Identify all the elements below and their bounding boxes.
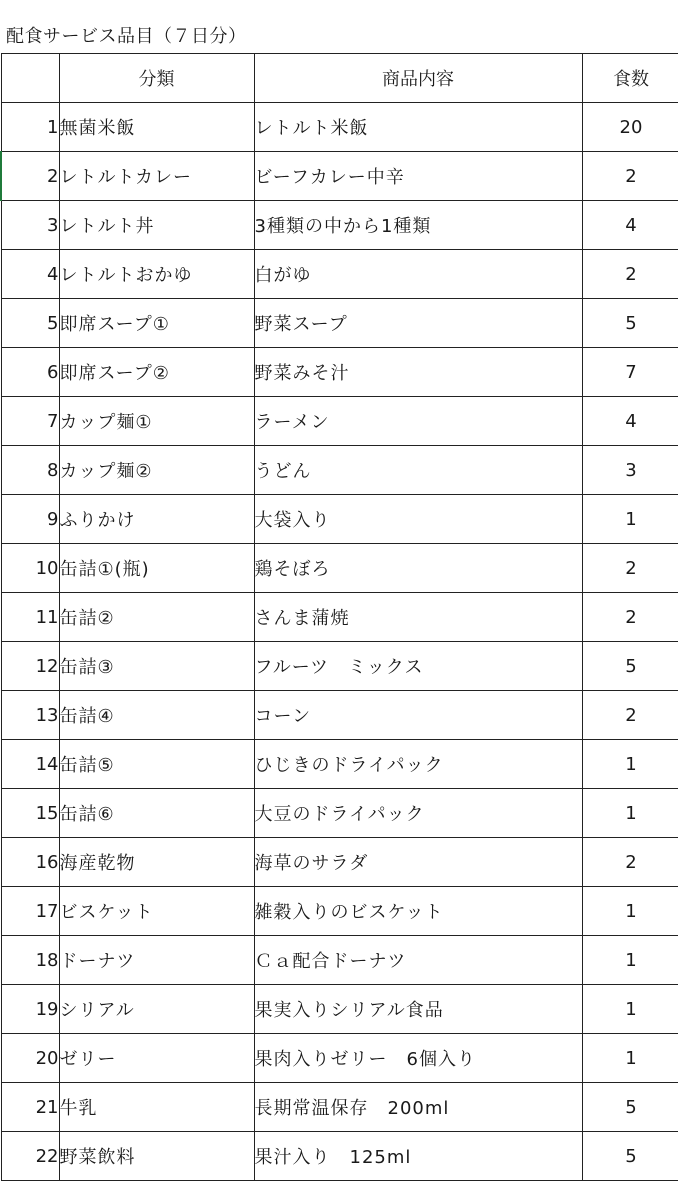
row-number-cell[interactable]: 22 bbox=[1, 1132, 59, 1181]
table-row bbox=[1, 152, 678, 201]
table-row bbox=[1, 936, 678, 985]
row-number-cell[interactable]: 7 bbox=[1, 397, 59, 446]
table-row bbox=[1, 789, 678, 838]
item-cell[interactable]: ラーメン bbox=[254, 397, 582, 446]
category-cell[interactable]: カップ麺② bbox=[59, 446, 254, 495]
header-category-cell[interactable]: 分類 bbox=[59, 54, 254, 103]
table-row bbox=[1, 985, 678, 1034]
row-number-cell[interactable]: 4 bbox=[1, 250, 59, 299]
table-row bbox=[1, 397, 678, 446]
quantity-cell[interactable]: 2 bbox=[582, 250, 678, 299]
quantity-cell[interactable]: 5 bbox=[582, 1083, 678, 1132]
quantity-cell[interactable]: 1 bbox=[582, 985, 678, 1034]
row-number-cell[interactable]: 14 bbox=[1, 740, 59, 789]
item-cell[interactable]: コーン bbox=[254, 691, 582, 740]
item-cell[interactable]: 果汁入り 125ml bbox=[254, 1132, 582, 1181]
quantity-cell[interactable]: 1 bbox=[582, 887, 678, 936]
item-cell[interactable]: 野菜スープ bbox=[254, 299, 582, 348]
category-cell[interactable]: 無菌米飯 bbox=[59, 103, 254, 152]
item-cell[interactable]: 白がゆ bbox=[254, 250, 582, 299]
table-body bbox=[1, 103, 678, 1181]
category-cell[interactable]: 缶詰② bbox=[59, 593, 254, 642]
menu-table bbox=[0, 53, 678, 1181]
category-cell[interactable]: レトルトカレー bbox=[59, 152, 254, 201]
item-cell[interactable]: 果実入りシリアル食品 bbox=[254, 985, 582, 1034]
row-number-cell[interactable]: 2 bbox=[1, 152, 59, 201]
quantity-cell[interactable]: 20 bbox=[582, 103, 678, 152]
table-row bbox=[1, 1083, 678, 1132]
quantity-cell[interactable]: 2 bbox=[582, 152, 678, 201]
header-row bbox=[1, 54, 678, 103]
category-cell[interactable]: 海産乾物 bbox=[59, 838, 254, 887]
table-row bbox=[1, 495, 678, 544]
category-cell[interactable]: カップ麺① bbox=[59, 397, 254, 446]
row-number-cell[interactable]: 12 bbox=[1, 642, 59, 691]
category-cell[interactable]: 牛乳 bbox=[59, 1083, 254, 1132]
quantity-cell[interactable]: 1 bbox=[582, 1034, 678, 1083]
quantity-cell[interactable]: 1 bbox=[582, 740, 678, 789]
category-cell[interactable]: レトルト丼 bbox=[59, 201, 254, 250]
item-cell[interactable]: うどん bbox=[254, 446, 582, 495]
item-cell[interactable]: 大袋入り bbox=[254, 495, 582, 544]
table-row bbox=[1, 838, 678, 887]
table-row bbox=[1, 446, 678, 495]
row-number-cell[interactable]: 16 bbox=[1, 838, 59, 887]
item-cell[interactable]: レトルト米飯 bbox=[254, 103, 582, 152]
table-row bbox=[1, 103, 678, 152]
quantity-cell[interactable]: 5 bbox=[582, 1132, 678, 1181]
table-row bbox=[1, 740, 678, 789]
quantity-cell[interactable]: 2 bbox=[582, 544, 678, 593]
row-number-cell[interactable]: 13 bbox=[1, 691, 59, 740]
item-cell[interactable]: 3種類の中から1種類 bbox=[254, 201, 582, 250]
row-number-cell[interactable]: 9 bbox=[1, 495, 59, 544]
row-number-cell[interactable]: 11 bbox=[1, 593, 59, 642]
category-cell[interactable]: ふりかけ bbox=[59, 495, 254, 544]
row-number-cell[interactable]: 8 bbox=[1, 446, 59, 495]
category-cell[interactable]: ゼリー bbox=[59, 1034, 254, 1083]
sheet-title: 配食サービス品目（７日分） bbox=[6, 26, 247, 47]
item-cell[interactable]: ビーフカレー中辛 bbox=[254, 152, 582, 201]
category-cell[interactable]: 缶詰①(瓶) bbox=[59, 544, 254, 593]
quantity-cell[interactable]: 7 bbox=[582, 348, 678, 397]
category-cell[interactable]: 缶詰④ bbox=[59, 691, 254, 740]
table-row bbox=[1, 691, 678, 740]
category-cell[interactable]: 即席スープ② bbox=[59, 348, 254, 397]
category-cell[interactable]: 缶詰⑤ bbox=[59, 740, 254, 789]
table-row bbox=[1, 593, 678, 642]
category-cell[interactable]: 缶詰⑥ bbox=[59, 789, 254, 838]
quantity-cell[interactable]: 2 bbox=[582, 593, 678, 642]
table-row bbox=[1, 201, 678, 250]
table-row bbox=[1, 1132, 678, 1181]
table-row bbox=[1, 348, 678, 397]
item-cell[interactable]: 野菜みそ汁 bbox=[254, 348, 582, 397]
category-cell[interactable]: 即席スープ① bbox=[59, 299, 254, 348]
item-cell[interactable]: ひじきのドライパック bbox=[254, 740, 582, 789]
item-cell[interactable]: 果肉入りゼリー 6個入り bbox=[254, 1034, 582, 1083]
item-cell[interactable]: 鶏そぼろ bbox=[254, 544, 582, 593]
row-number-cell[interactable]: 20 bbox=[1, 1034, 59, 1083]
header-qty-cell[interactable]: 食数 bbox=[582, 54, 678, 103]
header-item-cell[interactable]: 商品内容 bbox=[254, 54, 582, 103]
row-number-cell[interactable]: 3 bbox=[1, 201, 59, 250]
quantity-cell[interactable]: 5 bbox=[582, 299, 678, 348]
item-cell[interactable]: 雑穀入りのビスケット bbox=[254, 887, 582, 936]
quantity-cell[interactable]: 4 bbox=[582, 201, 678, 250]
row-number-cell[interactable]: 18 bbox=[1, 936, 59, 985]
item-cell[interactable]: 長期常温保存 200ml bbox=[254, 1083, 582, 1132]
table-row bbox=[1, 1034, 678, 1083]
row-number-cell[interactable]: 19 bbox=[1, 985, 59, 1034]
row-number-cell[interactable]: 15 bbox=[1, 789, 59, 838]
item-cell[interactable]: フルーツ ミックス bbox=[254, 642, 582, 691]
item-cell[interactable]: 海草のサラダ bbox=[254, 838, 582, 887]
category-cell[interactable]: レトルトおかゆ bbox=[59, 250, 254, 299]
category-cell[interactable]: 野菜飲料 bbox=[59, 1132, 254, 1181]
quantity-cell[interactable]: 1 bbox=[582, 936, 678, 985]
row-number-cell[interactable]: 6 bbox=[1, 348, 59, 397]
item-cell[interactable]: 大豆のドライパック bbox=[254, 789, 582, 838]
quantity-cell[interactable]: 1 bbox=[582, 789, 678, 838]
table-row bbox=[1, 887, 678, 936]
table-row bbox=[1, 544, 678, 593]
category-cell[interactable]: ビスケット bbox=[59, 887, 254, 936]
table-row bbox=[1, 299, 678, 348]
row-number-cell[interactable]: 1 bbox=[1, 103, 59, 152]
quantity-cell[interactable]: 3 bbox=[582, 446, 678, 495]
header-no-cell[interactable] bbox=[1, 54, 59, 103]
item-cell[interactable]: さんま蒲焼 bbox=[254, 593, 582, 642]
item-cell[interactable]: Ｃａ配合ドーナツ bbox=[254, 936, 582, 985]
quantity-cell[interactable]: 2 bbox=[582, 691, 678, 740]
row-number-cell[interactable]: 5 bbox=[1, 299, 59, 348]
row-number-cell[interactable]: 21 bbox=[1, 1083, 59, 1132]
table-row bbox=[1, 250, 678, 299]
category-cell[interactable]: ドーナツ bbox=[59, 936, 254, 985]
quantity-cell[interactable]: 2 bbox=[582, 838, 678, 887]
quantity-cell[interactable]: 4 bbox=[582, 397, 678, 446]
quantity-cell[interactable]: 1 bbox=[582, 495, 678, 544]
table-row bbox=[1, 642, 678, 691]
quantity-cell[interactable]: 5 bbox=[582, 642, 678, 691]
row-number-cell[interactable]: 17 bbox=[1, 887, 59, 936]
category-cell[interactable]: 缶詰③ bbox=[59, 642, 254, 691]
row-number-cell[interactable]: 10 bbox=[1, 544, 59, 593]
category-cell[interactable]: シリアル bbox=[59, 985, 254, 1034]
